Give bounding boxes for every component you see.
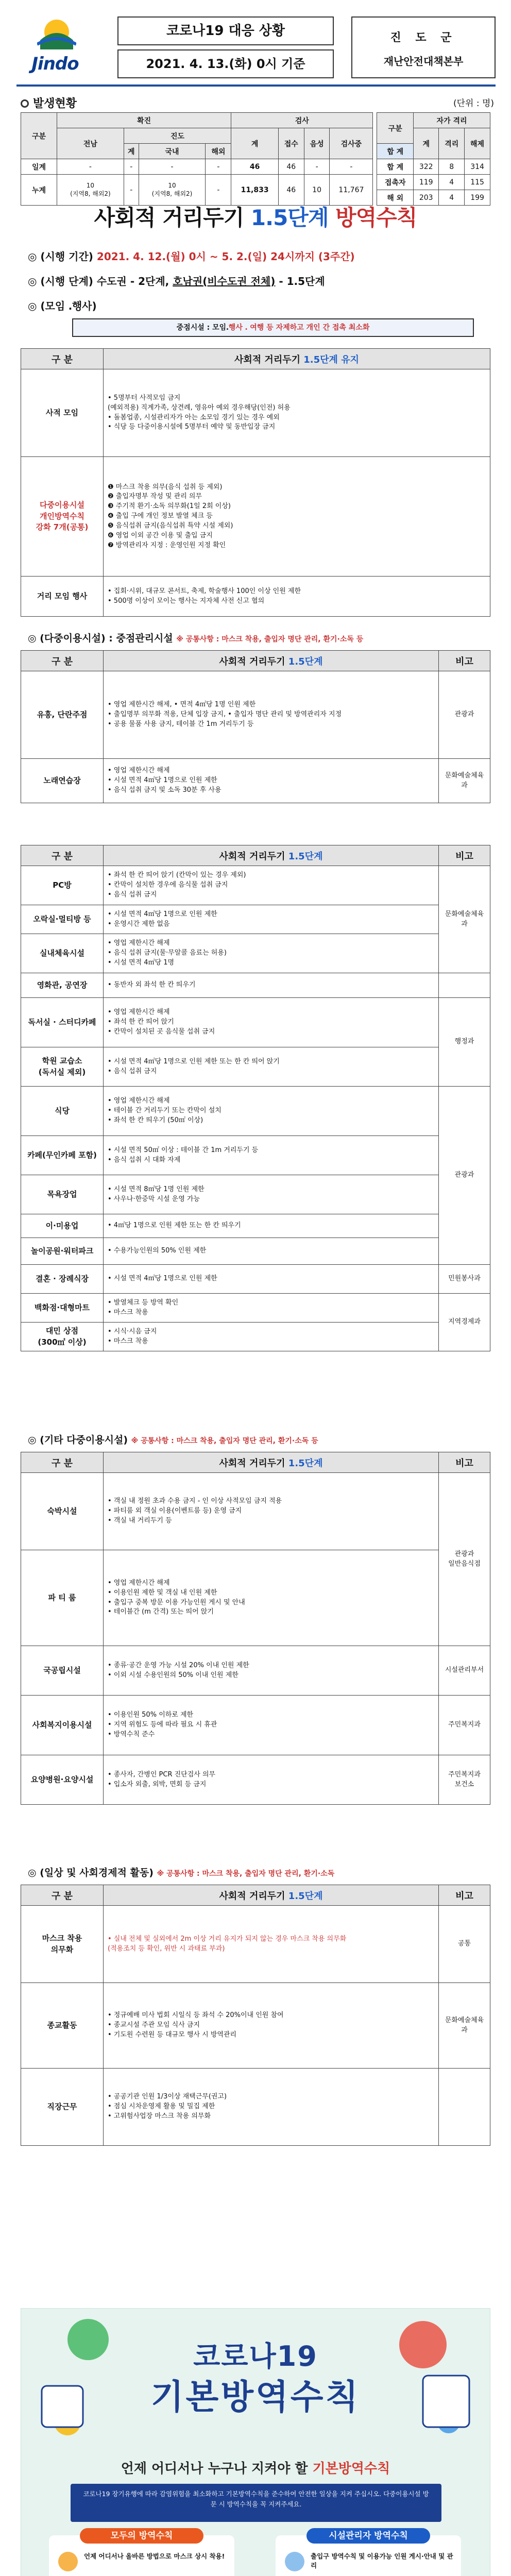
t4-note-2: 시설관리부서 [439, 1646, 490, 1696]
td-row0-dom: - [139, 159, 206, 175]
slogan-part-a: 언제 어디서나 누구나 지켜야 할 [121, 2461, 308, 2477]
th-jindo: 진도 [124, 128, 231, 144]
td-row0-jindo: - [124, 159, 139, 175]
t4-note-3: 주민복지과 [439, 1696, 490, 1755]
poster-title-line2: 기본방역수칙 [150, 2377, 361, 2417]
t3-note-4: 행정과 [439, 998, 490, 1087]
report-date: 2021. 4. 13.(화) 0시 기준 [117, 49, 334, 78]
notice-board-icon [285, 2552, 304, 2571]
td-row0-rec: 46 [278, 159, 304, 175]
t2-body-1: • 영업 제한시간 해제 • 시설 면적 4㎡당 1명으로 인원 제한 • 음식 섭취 금지 및 소독 30분 후 사용 [104, 759, 439, 803]
t3-body-12: • 발열체크 등 방역 확인 • 마스크 착용 [104, 1294, 439, 1323]
org-box [351, 16, 496, 78]
period-line [28, 248, 355, 263]
th-test-total: 계 [231, 128, 279, 159]
t4-body-2: • 종류·공간 운영 가능 시설 20% 이내 인원 제한 • 이외 시설 수용인원의 50% 이내 인원 제한 [104, 1646, 439, 1696]
th-selfq: 자가 격리 [414, 113, 490, 128]
t3-body-0: • 좌석 한 칸 띄어 앉기 (칸막이 있는 경우 제외) • 칸막이 설치한 경우에 음식물 섭취 금지 • 음식 섭취 금지 [104, 866, 439, 905]
td-selfq-row2-label: 해 외 [377, 190, 414, 206]
unit-label: (단위 : 명) [453, 98, 495, 109]
td-row0-total: 46 [231, 159, 279, 175]
th-selfq-iso: 격리 [439, 128, 465, 159]
t5-note-1: 문화예술체육과 [439, 1983, 490, 2069]
th-reception: 접수 [278, 128, 304, 159]
t3-cat-6: 식당 [21, 1087, 104, 1136]
th-note: 비고 [439, 1452, 490, 1473]
t4-body-0: • 객실 내 정원 초과 수용 금지 - 인 이상 사적모임 금지 적용 • 파티룸 외 객실 이용(이벤트룸 등) 운영 금지 • 객실 내 거리두기 등 [104, 1473, 439, 1550]
td-selfq-row0-total-label: 합 계 [377, 159, 414, 175]
t3-body-9: • 4㎡당 1명으로 인원 제한 또는 한 칸 띄우기 [104, 1214, 439, 1238]
period-label: ◎ (시행 기간) [28, 250, 93, 263]
notice-prefix: 중점시설 : 모임․ [176, 324, 229, 332]
td-row0-ovs: - [206, 159, 231, 175]
t3-note-11: 민원봉사과 [439, 1265, 490, 1294]
t3-cat-8: 목욕장업 [21, 1175, 104, 1214]
meeting-line [28, 298, 97, 313]
stage-value-underlined: 호남권(비수도권 전체) [173, 275, 276, 287]
th-note: 비고 [439, 651, 490, 671]
th-selfq-total: 계 [414, 128, 439, 159]
td-row1-neg: 10 [304, 175, 330, 206]
t3-note-12: 지역경제과 [439, 1294, 490, 1351]
t5-body-0: • 실내 전체 및 실외에서 2m 이상 거리 유지가 되지 않는 경우 마스크 착용 의무화 (적용조치 등 확인, 위반 시 과태료 부과) [104, 1906, 439, 1983]
slogan-part-b: 기본방역수칙 [308, 2461, 390, 2477]
td-row1-dom: 10 (지역8, 해외2) [139, 175, 206, 206]
th-cat: 구 분 [21, 651, 104, 671]
main-title-prefix: 사회적 거리두기 [94, 205, 244, 230]
meeting-label: ◎ (모임 ․행사) [28, 300, 97, 312]
t3-cat-0: PC방 [21, 866, 104, 905]
td-selfq-row2-total: 203 [414, 190, 439, 206]
td-selfq-row1-a: 4 [439, 175, 465, 190]
basic-rules-poster [21, 2308, 490, 2576]
th-cat: 구 분 [21, 1452, 104, 1473]
th-jeonnam: 전남 [57, 128, 124, 159]
td-selfq-row1-b: 115 [465, 175, 490, 190]
everyone-rules-heading: 모두의 방역수칙 [80, 2528, 203, 2544]
t3-body-7: • 시설 면적 50㎡ 이상 : 테이블 간 1m 거리두기 등 • 음식 섭취 시 대화 자제 [104, 1136, 439, 1175]
td-selfq-row0-b: 314 [465, 159, 490, 175]
th-body: 사회적 거리두기 1.5단계 [104, 845, 439, 866]
manager-rule-1: 출입구 방역수칙 및 이용가능 인원 게시·안내 및 관리 [285, 2551, 455, 2573]
th-body: 사회적 거리두기 1.5단계 [104, 651, 439, 671]
outbreak-section-title: 발생현황 [21, 95, 77, 111]
th-body: 사회적 거리두기 1.5단계 [104, 1885, 439, 1906]
t3-body-1: • 시설 면적 4㎡당 1명으로 인원 제한 • 운영시간 제한 없음 [104, 905, 439, 934]
td-selfq-row1-total: 119 [414, 175, 439, 190]
t4-cat-1: 파 티 룸 [21, 1550, 104, 1646]
th-note: 비고 [439, 845, 490, 866]
th-domestic: 국내 [139, 144, 206, 159]
t3-cat-4: 독서실 · 스터디카페 [21, 998, 104, 1047]
t3-note-3 [439, 973, 490, 998]
t3-body-11: • 시설 면적 4㎡당 1명으로 인원 제한 [104, 1265, 439, 1294]
circle-bullet-icon [21, 99, 29, 108]
th-selfq-label: 구분 [377, 113, 414, 144]
th-checking: 검사중 [330, 128, 373, 159]
meeting-notice [72, 318, 474, 337]
manager-rules-box [276, 2531, 461, 2576]
t5-subhead: ◎ (일상 및 사회경제적 활동) ※ 공통사항 : 마스크 착용, 출입자 명단 관리, 환기·소독 [28, 1867, 335, 1878]
t2-note-0: 관광과 [439, 671, 490, 759]
everyone-rule-1: 언제 어디서나 올바른 방법으로 마스크 상시 착용! [58, 2551, 228, 2573]
stage-value-tail: - 1.5단계 [275, 275, 325, 287]
t2-note-1: 문화예술체육과 [439, 759, 490, 803]
t4-body-1: • 영업 제한시간 해제 • 이용인원 제한 및 객실 내 인원 제한 • 출입구 중복 방문 이용 가능인원 게시 및 안내 • 테이블간 (m 간격) 또는 띄어 앉기 [104, 1550, 439, 1646]
t3-cat-1: 오락실·멀티방 등 [21, 905, 104, 934]
t5-cat-2: 직장근무 [21, 2069, 104, 2146]
t1-cat-1: 다중이용시설 개인방역수칙 강화 7개(공통) [21, 457, 104, 577]
td-selfq-row0-label: 합 계 [377, 144, 414, 159]
td-row1-jeonnam: 10 (지역8, 해외2) [57, 175, 124, 206]
t1-cat-0: 사적 모임 [21, 369, 104, 457]
td-row0-neg: - [304, 159, 330, 175]
t4-cat-4: 요양병원·요양시설 [21, 1755, 104, 1805]
t3-cat-3: 영화관, 공연장 [21, 973, 104, 998]
t5-note-2 [439, 2069, 490, 2146]
td-row0-label: 일계 [21, 159, 57, 175]
t4-subhead: ◎ (기타 다중이용시설) ※ 공통사항 : 마스크 착용, 출입자 명단 관리, 환기·소독 등 [28, 1434, 318, 1446]
td-selfq-row2-a: 4 [439, 190, 465, 206]
t3-cat-5: 학원 교습소 (독서실 제외) [21, 1047, 104, 1087]
header-divider [16, 84, 496, 87]
td-selfq-row0-a: 8 [439, 159, 465, 175]
t3-body-13: • 시식·시음 금지 • 마스크 착용 [104, 1323, 439, 1351]
everyone-rules-box [49, 2531, 234, 2576]
td-row0-chk: - [330, 159, 373, 175]
poster-slogan [21, 2458, 490, 2477]
th-selfq-release: 해제 [465, 128, 490, 159]
th-neg: 음성 [304, 128, 330, 159]
th-confirmed: 확진 [57, 113, 231, 128]
notice-highlight: 행사 ․ 여행 등 자제하고 개인 간 접촉 최소화 [228, 324, 370, 332]
th-body: 사회적 거리두기 1.5단계 [104, 1452, 439, 1473]
th-overseas: 해외 [206, 144, 231, 159]
th-note: 비고 [439, 1885, 490, 1906]
manager-rules-heading: 시설관리자 방역수칙 [306, 2528, 430, 2544]
t1-body-0: • 5명부터 사적모임 금지 (예외적용) 직계가족, 상견례, 영유아 예외 경우해당(인전) 허용 • 돌봄업종, 시설관리자가 아는 소모임 경기 있는 경우 예외 • 식당 등 다중이용시설에 5명부터 예약 및 동반입장 금지 [104, 369, 490, 457]
main-title [0, 201, 511, 232]
th-test: 검사 [231, 113, 373, 128]
t3-body-10: • 수용가능인원의 50% 인원 제한 [104, 1238, 439, 1265]
t3-body-4: • 영업 제한시간 해제 • 좌석 한 칸 띄어 앉기 • 칸막이 설치된 곳 음식물 섭취 금지 [104, 998, 439, 1047]
main-title-stage: 1.5단계 [250, 205, 329, 230]
t4-body-3: • 이용인원 50% 이하로 제한 • 지역 위험도 등에 따라 필요 시 휴관 • 방역수칙 준수 [104, 1696, 439, 1755]
jindo-emblem-icon [37, 18, 76, 49]
t4-cat-3: 사회복지이용시설 [21, 1696, 104, 1755]
th-cat: 구 분 [21, 349, 104, 369]
t3-body-5: • 시설 면적 4㎡당 1명으로 인원 제한 또는 한 칸 띄어 앉기 • 음식 섭취 금지 [104, 1047, 439, 1087]
td-selfq-row2-b: 199 [465, 190, 490, 206]
t5-cat-0: 마스크 착용 의무화 [21, 1906, 104, 1983]
t3-cat-11: 결혼 · 장례식장 [21, 1265, 104, 1294]
th-cat: 구 분 [21, 1885, 104, 1906]
measures-table-general-facilities [21, 845, 490, 1351]
t2-body-0: • 영업 제한시간 해제, • 면적 4㎡당 1명 인원 제한 • 출입명부 의무화 적용, 단체 입장 금지, • 출입자 명단 관리 및 방역관리자 지정 • 공용 물품 사용 금지, 테이블 간 1m 거리두기 등 [104, 671, 439, 759]
t3-body-2: • 영업 제한시간 해제 • 음식 섭취 금지(물·무알콜 음료는 허용) • 시설 면적 4㎡당 1명 [104, 934, 439, 973]
t3-cat-7: 카페(무인카페 포함) [21, 1136, 104, 1175]
measures-table-daily [21, 1885, 490, 2146]
th-body: 사회적 거리두기 1.5단계 유지 [104, 349, 490, 369]
t1-body-2: • 집회·시위, 대규모 콘서트, 축제, 학술행사 100인 이상 인원 제한 • 500명 이상이 모이는 행사는 지자체 사전 신고 협의 [104, 577, 490, 617]
t3-body-8: • 시설 면적 8㎡당 1명 인원 제한 • 사우나·한증막 시설 운영 가능 [104, 1175, 439, 1214]
table-gap [373, 113, 377, 159]
td-row1-jindo: - [124, 175, 139, 206]
td-row1-ovs: - [206, 175, 231, 206]
t3-cat-13: 대민 상점 (300㎡ 이상) [21, 1323, 104, 1351]
report-title: 코로나19 대응 상황 [117, 16, 334, 45]
t3-cat-2: 실내체육시설 [21, 934, 104, 973]
td-row1-rec: 46 [278, 175, 304, 206]
t2-subhead: ◎ (다중이용시설) : 중점관리시설 ※ 공통사항 : 마스크 착용, 출입자 명단 관리, 환기·소독 등 [28, 633, 364, 644]
t3-note-6: 관광과 [439, 1087, 490, 1265]
th-cat: 구 분 [21, 845, 104, 866]
main-title-suffix: 방역수칙 [335, 205, 417, 230]
t5-cat-1: 종교활동 [21, 1983, 104, 2069]
poster-title-line1: 코로나19 [193, 2340, 318, 2372]
t3-cat-10: 놀이공원·워터파크 [21, 1238, 104, 1265]
t5-body-2: • 공공기관 인원 1/3이상 재택근무(권고) • 점심 시차운영제 활용 및 밀집 제한 • 고위험사업장 마스크 착용 의무화 [104, 2069, 439, 2146]
td-row1-label: 누계 [21, 175, 57, 206]
period-value: 2021. 4. 12.(월) 0시 ~ 5. 2.(일) 24시까지 (3주간) [96, 250, 355, 263]
measures-table-other [21, 1452, 490, 1805]
poster-intro: 코로나19 장기유행에 따라 감염위험을 최소화하고 기본방역수칙을 준수하여 안전한 일상을 지켜 주십시오. 다중이용시설 방문 시 방역수칙을 꼭 지켜주세요. [71, 2484, 441, 2522]
t3-body-6: • 영업 제한시간 해제 • 테이블 간 거리두기 또는 칸막이 설치 • 좌석 한 칸 띄우기 (50㎡ 이상) [104, 1087, 439, 1136]
logo-wordmark: Jindo [31, 54, 79, 74]
t5-body-1: • 정규예배 미사 법회 시일식 등 좌석 수 20%이내 인원 참여 • 종교시설 주관 모임 식사 금지 • 기도원 수련원 등 대규모 행사 시 방역관리 [104, 1983, 439, 2069]
td-row0-jeonnam: - [57, 159, 124, 175]
td-selfq-row1-label: 접촉자 [377, 175, 414, 190]
t2-cat-1: 노래연습장 [21, 759, 104, 803]
t4-cat-0: 숙박시설 [21, 1473, 104, 1550]
t3-body-3: • 동반자 외 좌석 한 칸 띄우기 [104, 973, 439, 998]
mask-icon [58, 2552, 78, 2571]
t4-note-0: 관광과 일반음식점 [439, 1473, 490, 1646]
t4-body-4: • 종사자, 간병인 PCR 진단검사 의무 • 입소자 외출, 외박, 면회 등 금지 [104, 1755, 439, 1805]
t3-cat-9: 이·미용업 [21, 1214, 104, 1238]
org-name: 진 도 군 [390, 31, 457, 44]
table-gap [373, 159, 377, 175]
outbreak-table [21, 112, 490, 206]
th-category: 구분 [21, 113, 57, 159]
stage-line [28, 273, 325, 288]
td-row1-total: 11,833 [231, 175, 279, 206]
t3-cat-12: 백화점·대형마트 [21, 1294, 104, 1323]
t2-cat-0: 유흥, 단란주점 [21, 671, 104, 759]
t4-note-4: 주민복지과 보건소 [439, 1755, 490, 1805]
t1-body-1: ❶ 마스크 착용 의무(음식 섭취 등 제외) ❷ 출입자명부 작성 및 관리 의무 ❸ 주기적 환기·소독 의무화(1일 2회 이상) ❹ 출입 구에 개인 정보 발열 체크 등 ❺ 음식섭취 금지(음식섭취 특약 시설 제외) ❻ 영업 이외 공간 이용 및 출입 금지 ❼ 방역관리자 지정 : 운영인원 지정 확인 [104, 457, 490, 577]
stage-label: ◎ (시행 단계) [28, 275, 93, 287]
measures-table-priority [21, 650, 490, 803]
org-sub: 재난안전대책본부 [383, 55, 464, 67]
stage-value: 수도권 - 2단계, [96, 275, 173, 287]
t1-cat-2: 거리 모임 행사 [21, 577, 104, 617]
td-selfq-row0-total: 322 [414, 159, 439, 175]
report-header [16, 12, 496, 88]
t5-note-0: 공통 [439, 1906, 490, 1983]
t3-note-0: 문화예술체육과 [439, 866, 490, 973]
td-row1-chk: 11,767 [330, 175, 373, 206]
jindo-logo [16, 14, 94, 81]
measures-table-general [21, 348, 490, 617]
t4-cat-2: 국공립시설 [21, 1646, 104, 1696]
th-jindo-total: 계 [124, 144, 139, 159]
